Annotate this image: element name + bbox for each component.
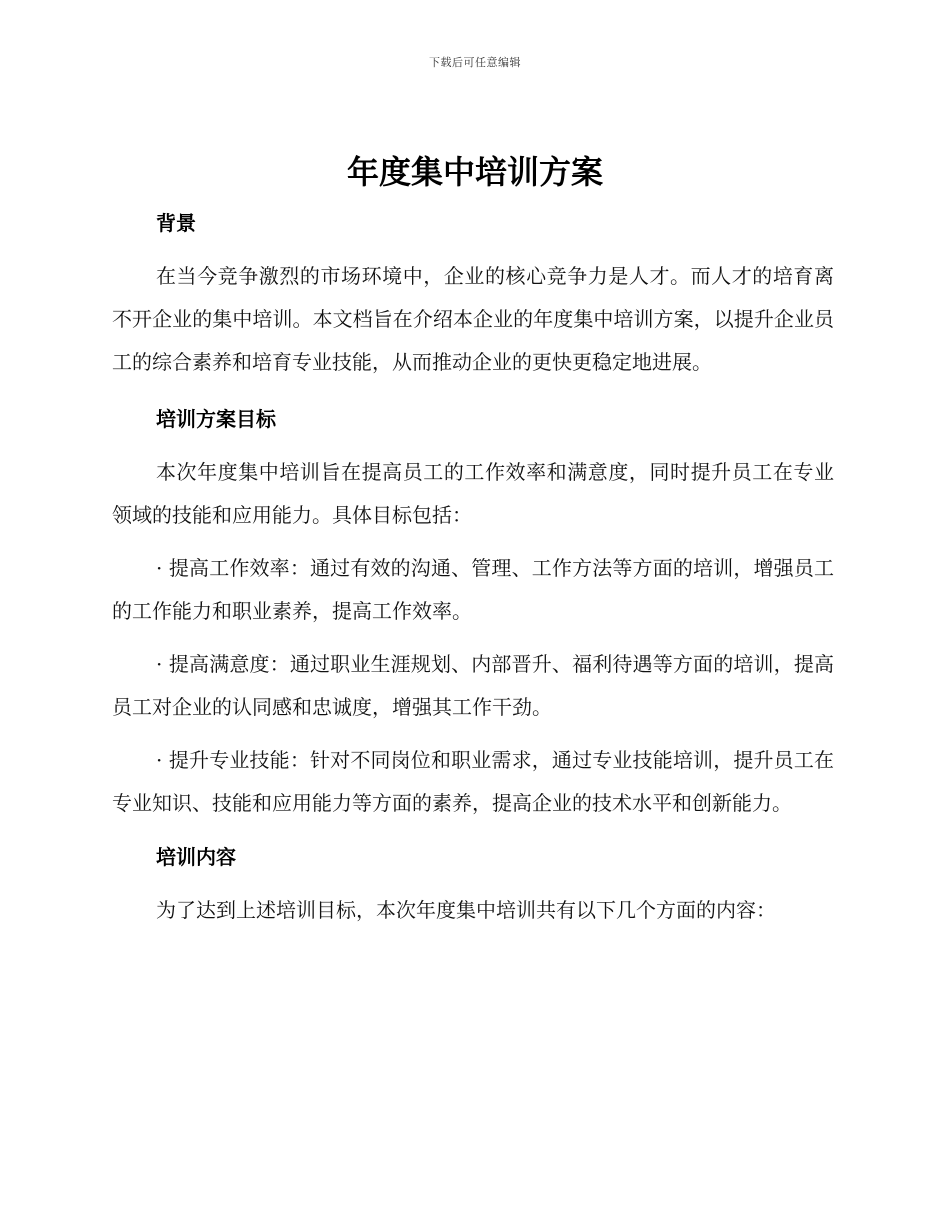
document-title: 年度集中培训方案	[346, 153, 603, 191]
goal-bullet-satisfaction: · 提高满意度：通过职业生涯规划、内部晋升、福利待遇等方面的培训，提高员工对企业的认同感和忠诚度，增强其工作干劲。	[112, 652, 834, 719]
section-heading-background: 背景	[156, 211, 196, 235]
goals-intro-paragraph: 本次年度集中培训旨在提高员工的工作效率和满意度，同时提升员工在专业领域的技能和应用能力。具体目标包括：	[112, 460, 834, 527]
background-paragraph: 在当今竞争激烈的市场环境中，企业的核心竞争力是人才。而人才的培育离不开企业的集中培训。本文档旨在介绍本企业的年度集中培训方案，以提升企业员工的综合素养和培育专业技能，从而推动企业的更快更稳定地进展。	[112, 264, 834, 374]
content-intro-paragraph: 为了达到上述培训目标，本次年度集中培训共有以下几个方面的内容：	[156, 898, 776, 922]
section-heading-goals: 培训方案目标	[156, 407, 276, 431]
document-body	[112, 196, 834, 932]
section-heading-content: 培训内容	[156, 845, 236, 869]
goal-bullet-skills: · 提升专业技能：针对不同岗位和职业需求，通过专业技能培训，提升员工在专业知识、技能和应用能力等方面的素养，提高企业的技术水平和创新能力。	[112, 748, 834, 815]
goal-bullet-efficiency: · 提高工作效率：通过有效的沟通、管理、工作方法等方面的培训，增强员工的工作能力和职业素养，提高工作效率。	[112, 556, 834, 623]
page-header-note: 下载后可任意编辑	[429, 56, 521, 69]
